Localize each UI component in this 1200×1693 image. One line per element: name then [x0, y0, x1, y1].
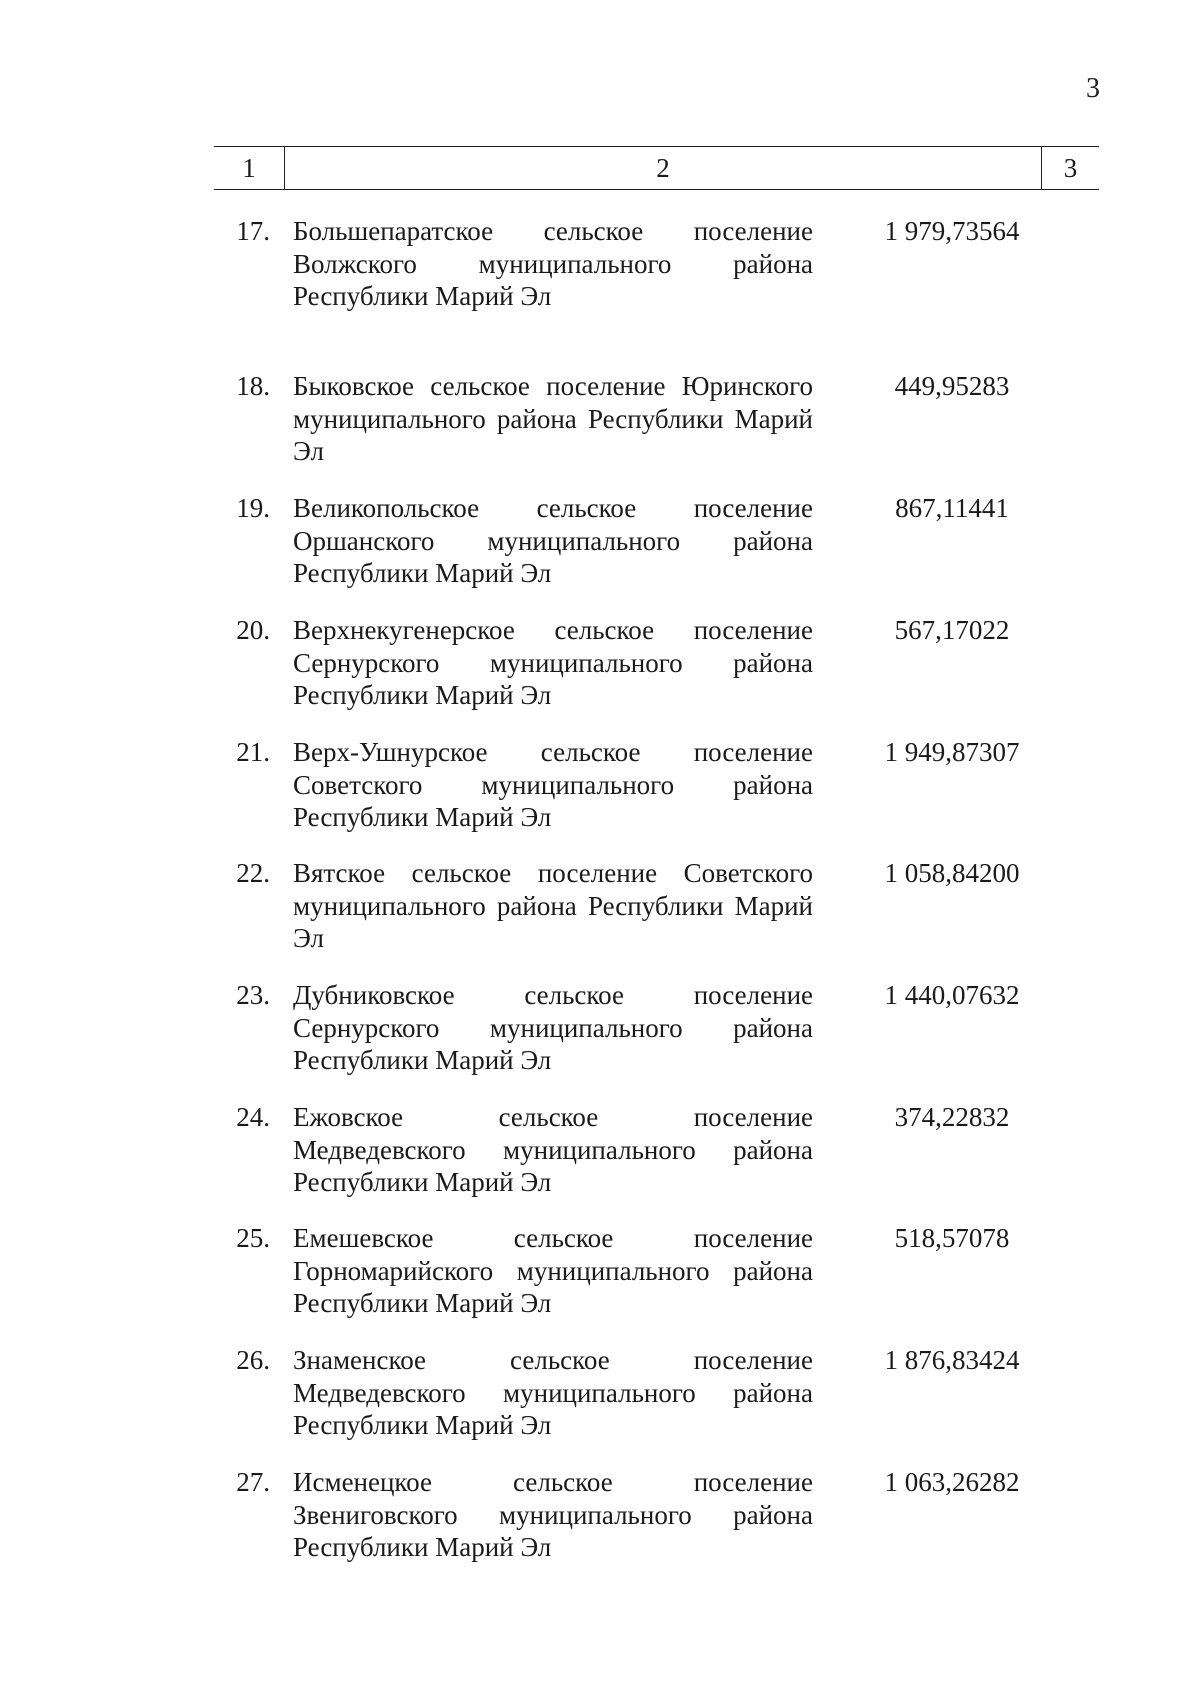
table-row: [0, 614, 1200, 714]
table-row: [0, 215, 1200, 315]
settlement-name: Верх-Ушнурское сельское поселение Советского муниципального района Республики Марий Эл: [293, 737, 813, 832]
table-row: [0, 370, 1200, 470]
settlement-name: Быковское сельское поселение Юринского муниципального района Республики Марий Эл: [293, 371, 813, 466]
table-row: [0, 979, 1200, 1079]
row-number: 17.: [236, 216, 270, 246]
amount-value: 867,11441: [895, 493, 1009, 523]
row-number: 19.: [236, 493, 270, 523]
amount-value: 1 063,26282: [884, 1467, 1020, 1497]
amount-value: 1 058,84200: [884, 858, 1020, 888]
row-number: 20.: [236, 615, 270, 645]
row-number: 21.: [236, 737, 270, 767]
amount-value: 1 979,73564: [884, 216, 1020, 246]
settlement-name: Большепаратское сельское поселение Волжского муниципального района Республики Марий Эл: [293, 216, 813, 311]
page-number: 3: [1086, 73, 1100, 104]
table-row: [0, 1222, 1200, 1322]
settlement-name: Верхнекугенерское сельское поселение Сернурского муниципального района Республики Марий Эл: [293, 615, 813, 710]
amount-value: 567,17022: [894, 615, 1010, 645]
header-col-2: 2: [284, 147, 1042, 189]
amount-value: 518,57078: [894, 1223, 1010, 1253]
row-number: 26.: [236, 1345, 270, 1375]
row-number: 18.: [236, 371, 270, 401]
header-col-1: 1: [242, 153, 256, 183]
amount-value: 449,95283: [894, 371, 1010, 401]
row-number: 22.: [236, 858, 270, 888]
settlement-name: Ежовское сельское поселение Медведевского муниципального района Республики Марий Эл: [293, 1102, 813, 1197]
header-col-3: 3: [1063, 153, 1078, 183]
amount-value: 1 876,83424: [884, 1345, 1020, 1375]
table-row: [0, 1466, 1200, 1566]
settlement-name: Дубниковское сельское поселение Сернурского муниципального района Республики Марий Эл: [293, 980, 813, 1075]
table-row: [0, 1344, 1200, 1444]
settlement-name: Знаменское сельское поселение Медведевского муниципального района Республики Марий Эл: [293, 1345, 813, 1440]
settlement-name: Великопольское сельское поселение Оршанского муниципального района Республики Марий Эл: [293, 493, 813, 588]
settlement-name: Емешевское сельское поселение Горномарийского муниципального района Республики Марий Эл: [293, 1223, 813, 1318]
settlement-name: Вятское сельское поселение Советского муниципального района Республики Марий Эл: [293, 858, 813, 953]
table-row: [0, 736, 1200, 836]
row-number: 23.: [236, 980, 270, 1010]
amount-value: 1 440,07632: [884, 980, 1020, 1010]
row-number: 24.: [236, 1102, 270, 1132]
table-row: [0, 857, 1200, 957]
row-number: 27.: [236, 1467, 270, 1497]
row-number: 25.: [236, 1223, 270, 1253]
table-row: [0, 492, 1200, 592]
settlement-name: Исменецкое сельское поселение Звениговского муниципального района Республики Марий Эл: [293, 1467, 813, 1562]
table-row: [0, 1101, 1200, 1201]
amount-value: 1 949,87307: [884, 737, 1020, 767]
amount-value: 374,22832: [894, 1102, 1010, 1132]
